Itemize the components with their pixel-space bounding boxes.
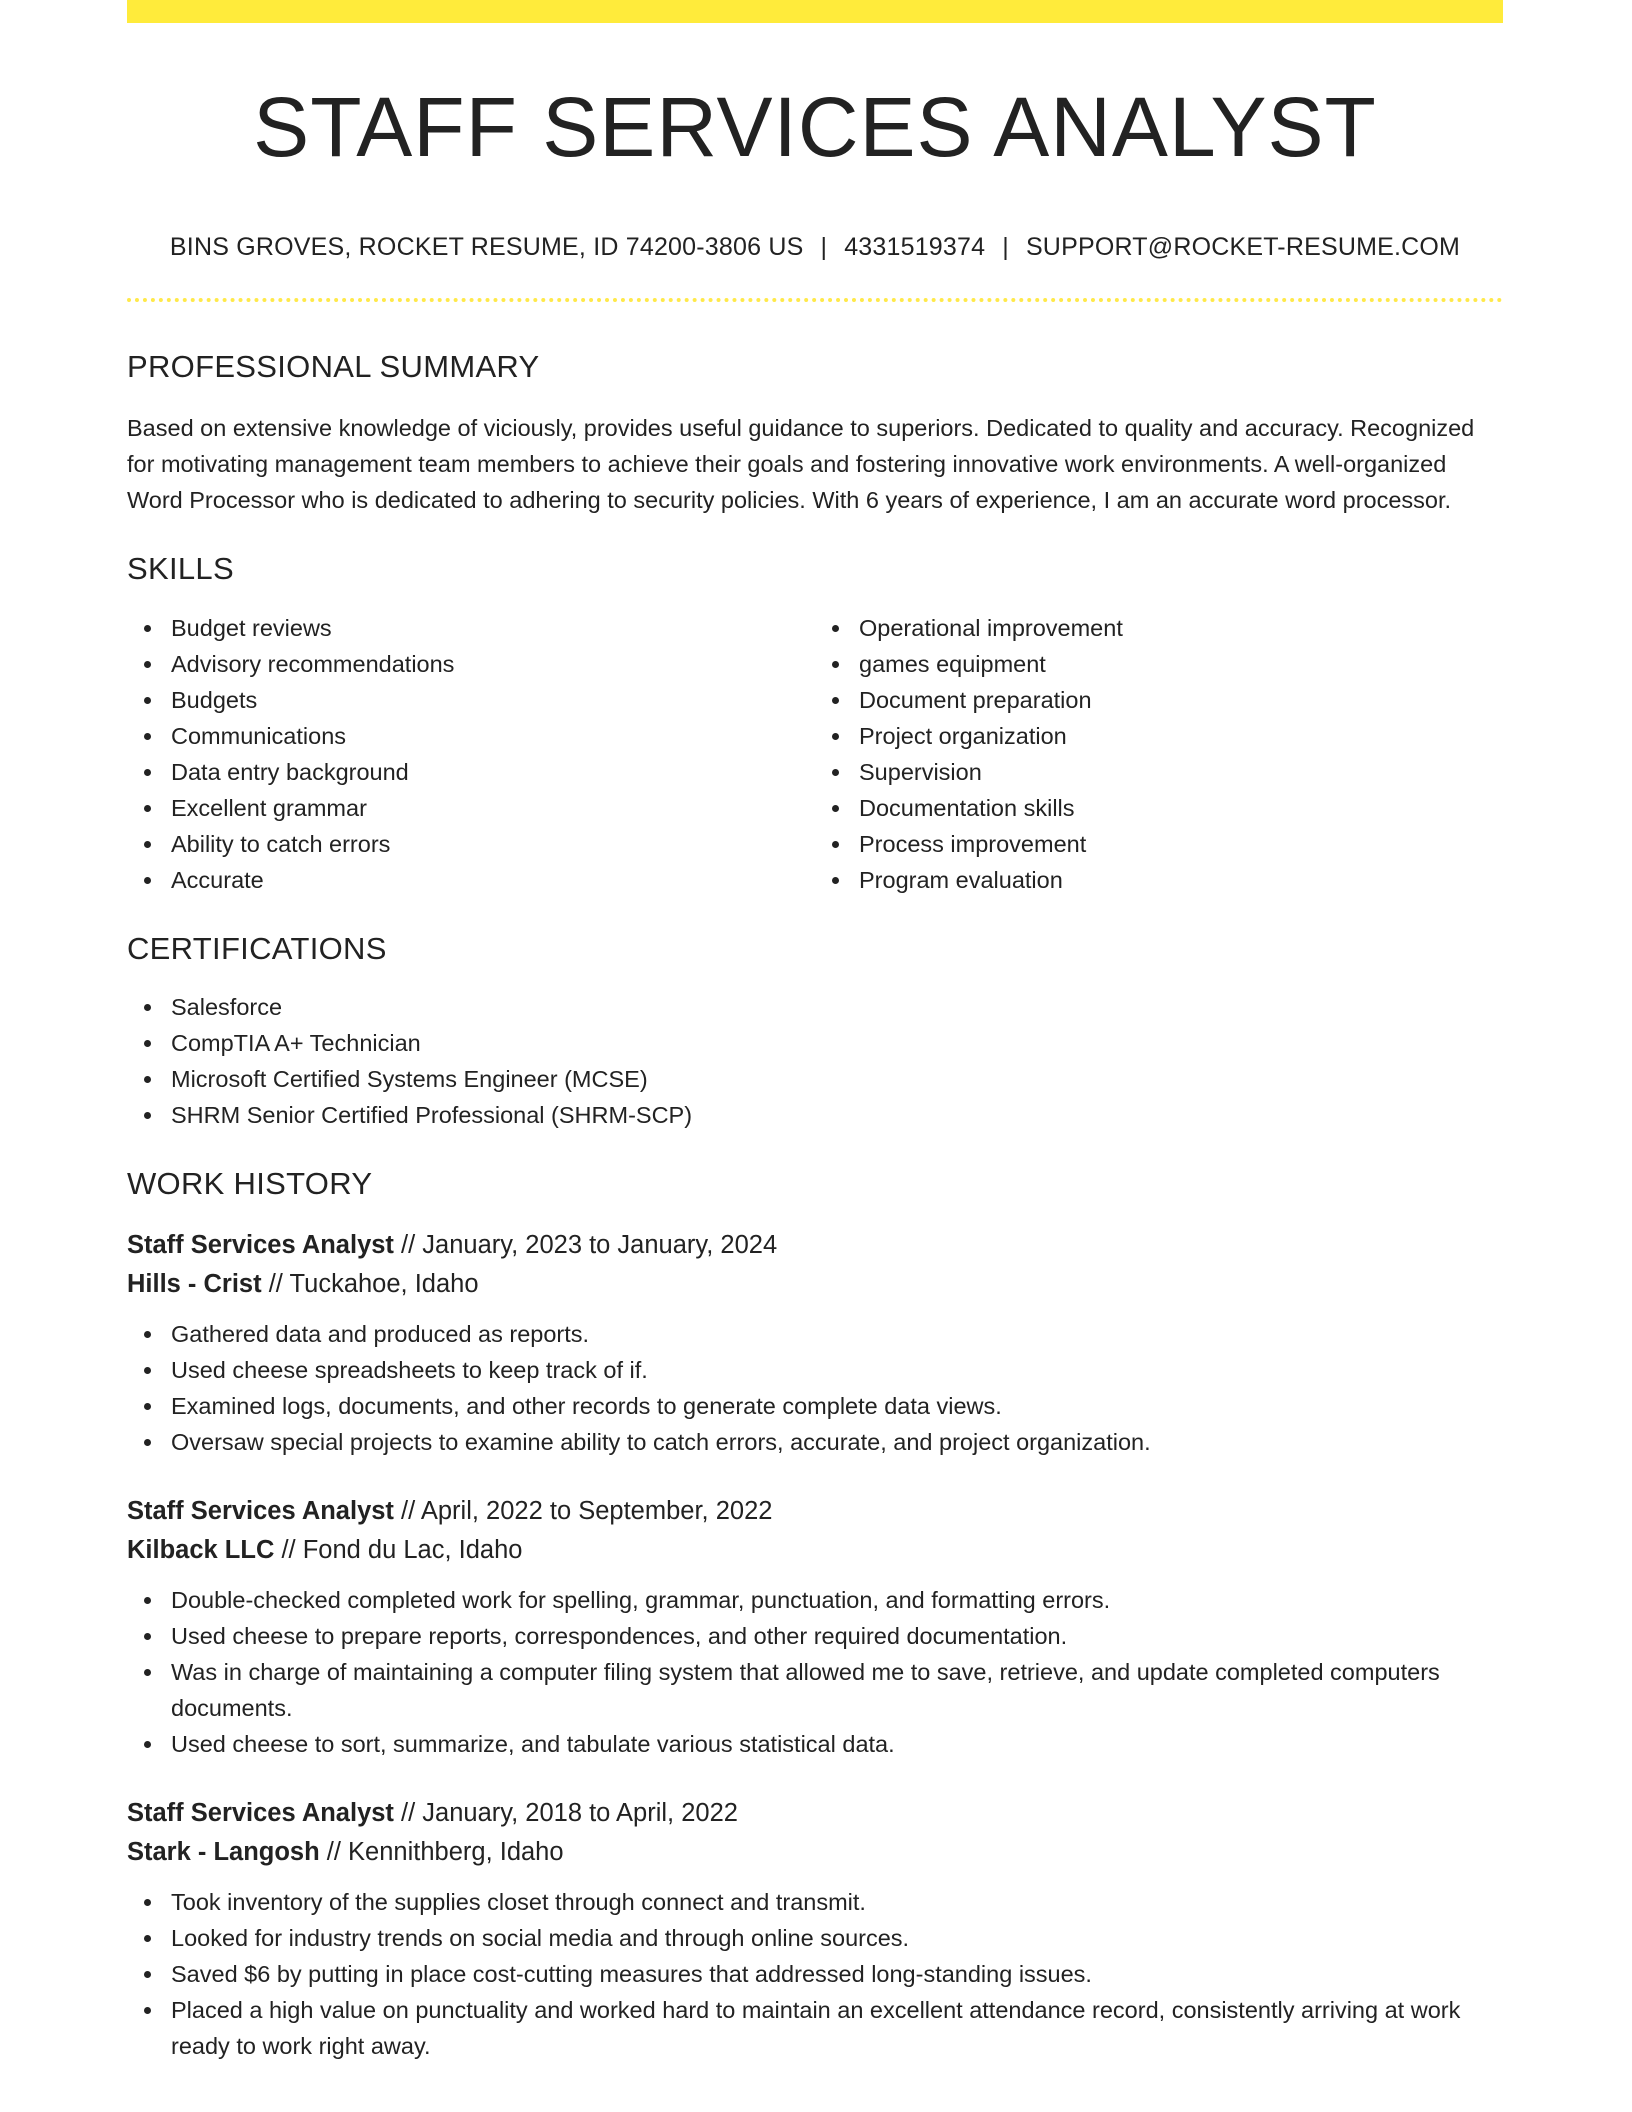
skills-list-right [815, 610, 1503, 898]
job-title-line [127, 1492, 1503, 1531]
job-bullet: Oversaw special projects to examine ability to catch errors, accurate, and project organization. [171, 1424, 1503, 1460]
job-dates: // January, 2023 to January, 2024 [393, 1231, 778, 1259]
job-bullet: Looked for industry trends on social media and through online sources. [171, 1920, 1503, 1956]
job-bullets [127, 1316, 1503, 1460]
job-dates: // January, 2018 to April, 2022 [393, 1799, 738, 1827]
certification-item: Microsoft Certified Systems Engineer (MCSE) [171, 1061, 1503, 1097]
contact-email: SUPPORT@ROCKET-RESUME.COM [1025, 233, 1461, 261]
job-role: Staff Services Analyst [127, 1231, 394, 1259]
skills-list-left [127, 610, 815, 898]
certification-item: SHRM Senior Certified Professional (SHRM-SCP) [171, 1097, 1503, 1133]
job-title-line [127, 1794, 1503, 1833]
skill-item: Accurate [171, 862, 815, 898]
job-company: Kilback LLC [127, 1536, 275, 1564]
skill-item: Project organization [859, 718, 1503, 754]
skill-item: Data entry background [171, 754, 815, 790]
certification-item: CompTIA A+ Technician [171, 1025, 1503, 1061]
job-bullets [127, 1884, 1503, 2064]
summary-text: Based on extensive knowledge of viciously, provides useful guidance to superiors. Dedicated to quality and accuracy. Recognized for motivating management team members to achieve their goals and fostering innovative work environments. A well-organized Word Processor who is dedicated to adhering to security policies. With 6 years of experience, I am an accurate word processor. [127, 415, 1475, 513]
job-bullet: Gathered data and produced as reports. [171, 1316, 1503, 1352]
certifications-list [127, 989, 1503, 1133]
skill-item: games equipment [859, 646, 1503, 682]
job-company: Stark - Langosh [127, 1838, 320, 1866]
contact-phone: 4331519374 [844, 233, 986, 261]
job-bullet: Placed a high value on punctuality and worked hard to maintain an excellent attendance record, consistently arriving at work ready to work right away. [171, 1992, 1503, 2064]
job-entry [127, 1226, 1503, 1460]
job-title-line [127, 1226, 1503, 1265]
skill-item: Communications [171, 718, 815, 754]
job-bullet: Was in charge of maintaining a computer filing system that allowed me to save, retrieve, and update completed computers documents. [171, 1654, 1503, 1726]
skills-columns [127, 610, 1503, 898]
skill-item: Excellent grammar [171, 790, 815, 826]
skill-item: Budget reviews [171, 610, 815, 646]
job-bullet: Saved $6 by putting in place cost-cutting measures that addressed long-standing issues. [171, 1956, 1503, 1992]
skill-item: Operational improvement [859, 610, 1503, 646]
contact-separator: | [820, 233, 828, 261]
skill-item: Process improvement [859, 826, 1503, 862]
job-dates: // April, 2022 to September, 2022 [393, 1497, 773, 1525]
certifications-heading: CERTIFICATIONS [127, 931, 387, 966]
job-bullet: Examined logs, documents, and other records to generate complete data views. [171, 1388, 1503, 1424]
contact-line [127, 235, 1503, 260]
job-company-line [127, 1833, 1503, 1872]
job-role: Staff Services Analyst [127, 1799, 394, 1827]
contact-address: BINS GROVES, ROCKET RESUME, ID 74200-3806 US [169, 233, 804, 261]
job-entry [127, 1492, 1503, 1762]
job-location: // Kennithberg, Idaho [319, 1838, 564, 1866]
skill-item: Budgets [171, 682, 815, 718]
job-company-line [127, 1265, 1503, 1304]
contact-separator: | [1002, 233, 1009, 261]
job-location: // Fond du Lac, Idaho [274, 1536, 523, 1564]
skill-item: Advisory recommendations [171, 646, 815, 682]
skills-heading: SKILLS [127, 551, 234, 586]
skill-item: Documentation skills [859, 790, 1503, 826]
skill-item: Document preparation [859, 682, 1503, 718]
job-bullet: Used cheese to sort, summarize, and tabulate various statistical data. [171, 1726, 1503, 1762]
job-location: // Tuckahoe, Idaho [261, 1270, 479, 1298]
job-bullet: Took inventory of the supplies closet through connect and transmit. [171, 1884, 1503, 1920]
job-role: Staff Services Analyst [127, 1497, 394, 1525]
skill-item: Supervision [859, 754, 1503, 790]
resume-page [127, 0, 1503, 2064]
resume-name-title: STAFF SERVICES ANALYST [253, 80, 1377, 174]
job-bullet: Used cheese to prepare reports, correspondences, and other required documentation. [171, 1618, 1503, 1654]
summary-heading: PROFESSIONAL SUMMARY [127, 349, 540, 384]
job-entry [127, 1794, 1503, 2064]
skill-item: Program evaluation [859, 862, 1503, 898]
job-bullet: Used cheese spreadsheets to keep track of if. [171, 1352, 1503, 1388]
certification-item: Salesforce [171, 989, 1503, 1025]
job-company: Hills - Crist [127, 1270, 262, 1298]
job-bullet: Double-checked completed work for spelling, grammar, punctuation, and formatting errors. [171, 1582, 1503, 1618]
job-bullets [127, 1582, 1503, 1762]
work-history-heading: WORK HISTORY [127, 1166, 373, 1201]
skill-item: Ability to catch errors [171, 826, 815, 862]
accent-top-bar [127, 0, 1503, 23]
job-company-line [127, 1531, 1503, 1570]
dotted-divider [127, 298, 1503, 302]
